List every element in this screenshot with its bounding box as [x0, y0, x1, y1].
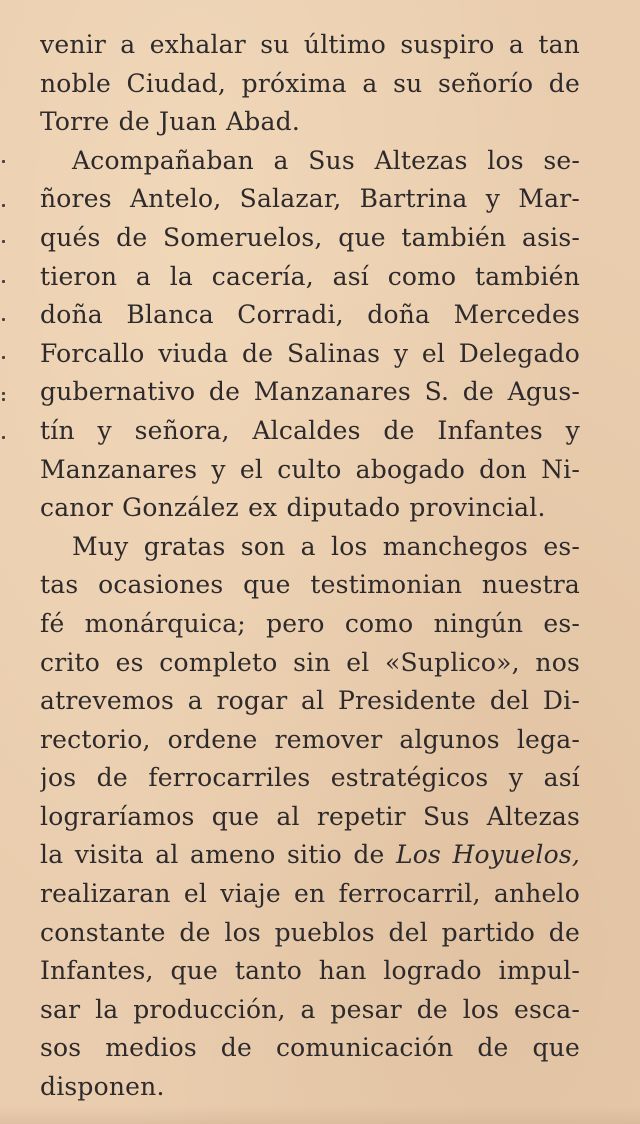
margin-mark [2, 392, 5, 395]
text-line: disponen. [40, 1072, 165, 1102]
text-line: Manzanares y el culto abogado don Ni- [40, 454, 580, 484]
margin-mark [2, 160, 5, 163]
text-line: rectorio, ordene remover algunos lega- [40, 724, 580, 754]
text-line: doña Blanca Corradi, doña Mercedes [40, 300, 580, 330]
left-margin-marks [0, 0, 12, 1124]
text-line: tín y señora, Alcaldes de Infantes y [40, 415, 580, 445]
text-line: venir a exhalar su último suspiro a tan [40, 30, 580, 59]
text-line: canor González ex diputado provincial. [40, 493, 546, 523]
text-line: constante de los pueblos del partido de [40, 917, 580, 947]
margin-mark [2, 280, 5, 283]
text-line: gubernativo de Manzanares S. de Agus- [40, 377, 580, 407]
text-line-with-italic [40, 836, 580, 875]
text-line: realizaran el viaje en ferrocarril, anhelo [40, 879, 580, 909]
text-fragment: la visita al ameno sitio de [40, 840, 385, 870]
margin-mark [2, 436, 5, 439]
text-line: tieron a la cacería, así como también [40, 261, 580, 291]
text-line: Infantes, que tanto han logrado impul- [40, 956, 580, 986]
margin-mark [2, 398, 5, 401]
text-line: qués de Someruelos, que también asis- [40, 222, 580, 252]
margin-mark [2, 356, 5, 359]
paragraph-start-line: Muy gratas son a los manchegos es- [72, 531, 580, 561]
paragraph-start-line: Acompañaban a Sus Altezas los se- [72, 145, 580, 175]
text-line: jos de ferrocarriles estratégicos y así [40, 763, 580, 793]
text-line: ñores Antelo, Salazar, Bartrina y Mar- [40, 184, 580, 214]
text-line: noble Ciudad, próxima a su señorío de [40, 68, 580, 98]
text-line: fé monárquica; pero como ningún es- [40, 608, 580, 638]
text-line: crito es completo sin el «Suplico», nos [40, 647, 580, 677]
italic-place-name: Los Hoyuelos, [395, 840, 580, 870]
text-line: Torre de Juan Abad. [40, 107, 300, 137]
margin-mark [2, 240, 5, 243]
article-column [40, 26, 580, 1107]
margin-mark [2, 204, 5, 207]
margin-mark [2, 318, 5, 321]
text-line: sar la producción, a pesar de los esca- [40, 994, 580, 1024]
text-line: lograríamos que al repetir Sus Altezas [40, 801, 580, 831]
text-line: sos medios de comunicación de que [40, 1033, 580, 1063]
scan-edge-shading [0, 1106, 640, 1124]
text-line: tas ocasiones que testimonian nuestra [40, 570, 580, 600]
text-line: Forcallo viuda de Salinas y el Delegado [40, 338, 580, 368]
text-line: atrevemos a rogar al Presidente del Di- [40, 686, 580, 716]
